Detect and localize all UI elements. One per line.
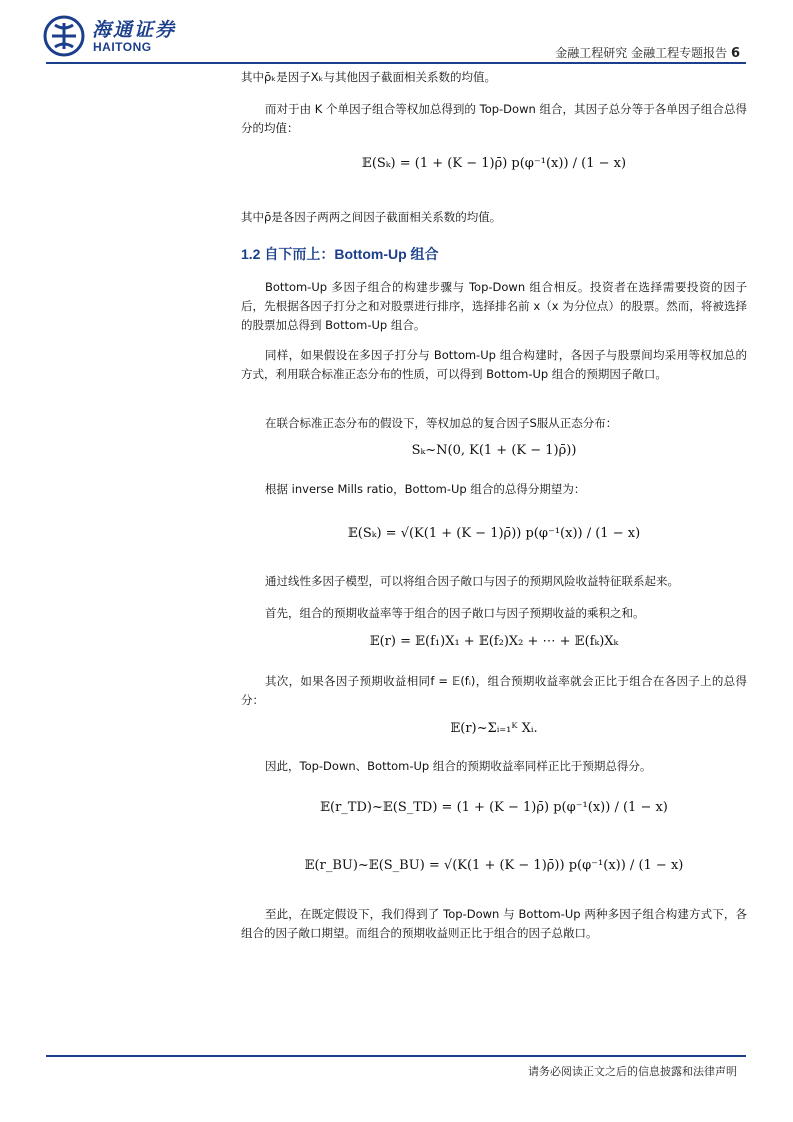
paragraph-2: 而对于由 K 个单因子组合等权加总得到的 Top-Down 组合，其因子总分等于各单因子组合总得分的均值： bbox=[241, 102, 747, 135]
header-section-label: 金融工程研究 金融工程专题报告 bbox=[555, 46, 728, 60]
formula-composite-distribution: Sₖ~N(0, K(1 + (K − 1)ρ̄)) bbox=[411, 443, 577, 458]
logo-english-text: HAITONG bbox=[93, 40, 152, 54]
haitong-emblem-icon bbox=[43, 15, 85, 57]
paragraph-5: 同样，如果假设在多因子打分与 Bottom-Up 组合构建时，各因子与股票间均采用等权加总的方式，利用联合标准正态分布的性质，可以得到 Bottom-Up 组合的预期因子敞口。 bbox=[241, 348, 747, 381]
haitong-logo bbox=[43, 15, 193, 60]
formula-bottomup-return: 𝔼(r_BU)~𝔼(S_BU) = √(K(1 + (K − 1)ρ̄)) p(φ⁻¹(x)) / (1 − x) bbox=[304, 858, 684, 873]
formula-expected-return: 𝔼(r) = 𝔼(f₁)X₁ + 𝔼(f₂)X₂ + ⋯ + 𝔼(fₖ)Xₖ bbox=[369, 634, 619, 649]
paragraph-12: 至此，在既定假设下，我们得到了 Top-Down 与 Bottom-Up 两种多因子组合构建方式下，各组合的因子敞口期望。而组合的预期收益则正比于组合的因子总敞口。 bbox=[241, 907, 747, 940]
formula-topdown-return: 𝔼(r_TD)~𝔼(S_TD) = (1 + (K − 1)ρ̄) p(φ⁻¹(x)) / (1 − x) bbox=[320, 800, 668, 815]
header-section-title bbox=[555, 44, 740, 61]
paragraph-9: 首先，组合的预期收益率等于组合的因子敞口与因子预期收益的乘积之和。 bbox=[265, 606, 645, 620]
paragraph-11: 因此，Top-Down、Bottom-Up 组合的预期收益率同样正比于预期总得分。 bbox=[265, 759, 652, 773]
logo-chinese-text: 海通证券 bbox=[92, 19, 177, 41]
header-divider bbox=[46, 62, 746, 64]
formula-topdown-score: 𝔼(Sₖ) = (1 + (K − 1)ρ̄) p(φ⁻¹(x)) / (1 − x) bbox=[361, 156, 627, 171]
paragraph-7: 根据 inverse Mills ratio，Bottom-Up 组合的总得分期望为： bbox=[265, 482, 586, 496]
paragraph-8: 通过线性多因子模型，可以将组合因子敞口与因子的预期风险收益特征联系起来。 bbox=[265, 574, 679, 588]
footer-disclaimer: 请务必阅读正文之后的信息披露和法律声明 bbox=[528, 1065, 737, 1078]
paragraph-6: 在联合标准正态分布的假设下，等权加总的复合因子S服从正态分布： bbox=[265, 416, 618, 430]
footer-divider bbox=[46, 1055, 746, 1057]
paragraph-10: 其次，如果各因子预期收益相同f = 𝔼(fᵢ)，组合预期收益率就会正比于组合在各因子上的总得分： bbox=[241, 674, 747, 707]
formula-bottomup-score: 𝔼(Sₖ) = √(K(1 + (K − 1)ρ̄)) p(φ⁻¹(x)) / (1 − x) bbox=[347, 526, 641, 541]
section-heading: 1.2 自下而上：Bottom-Up 组合 bbox=[241, 246, 439, 262]
paragraph-1: 其中ρ̄ₖ是因子Xₖ与其他因子截面相关系数的均值。 bbox=[241, 70, 496, 84]
formula-return-proportional: 𝔼(r)~Σᵢ₌₁ᴷ Xᵢ. bbox=[450, 721, 538, 736]
paragraph-4: Bottom-Up 多因子组合的构建步骤与 Top-Down 组合相反。投资者在选择需要投资的因子后，先根据各因子打分之和对股票进行排序，选择排名前 x（x 为分位点）的股票。然而，将被选择的股票加总得到 Bottom-Up 组合。 bbox=[241, 280, 747, 332]
page-number: 6 bbox=[730, 46, 740, 61]
paragraph-3: 其中ρ̄是各因子两两之间因子截面相关系数的均值。 bbox=[241, 210, 502, 224]
